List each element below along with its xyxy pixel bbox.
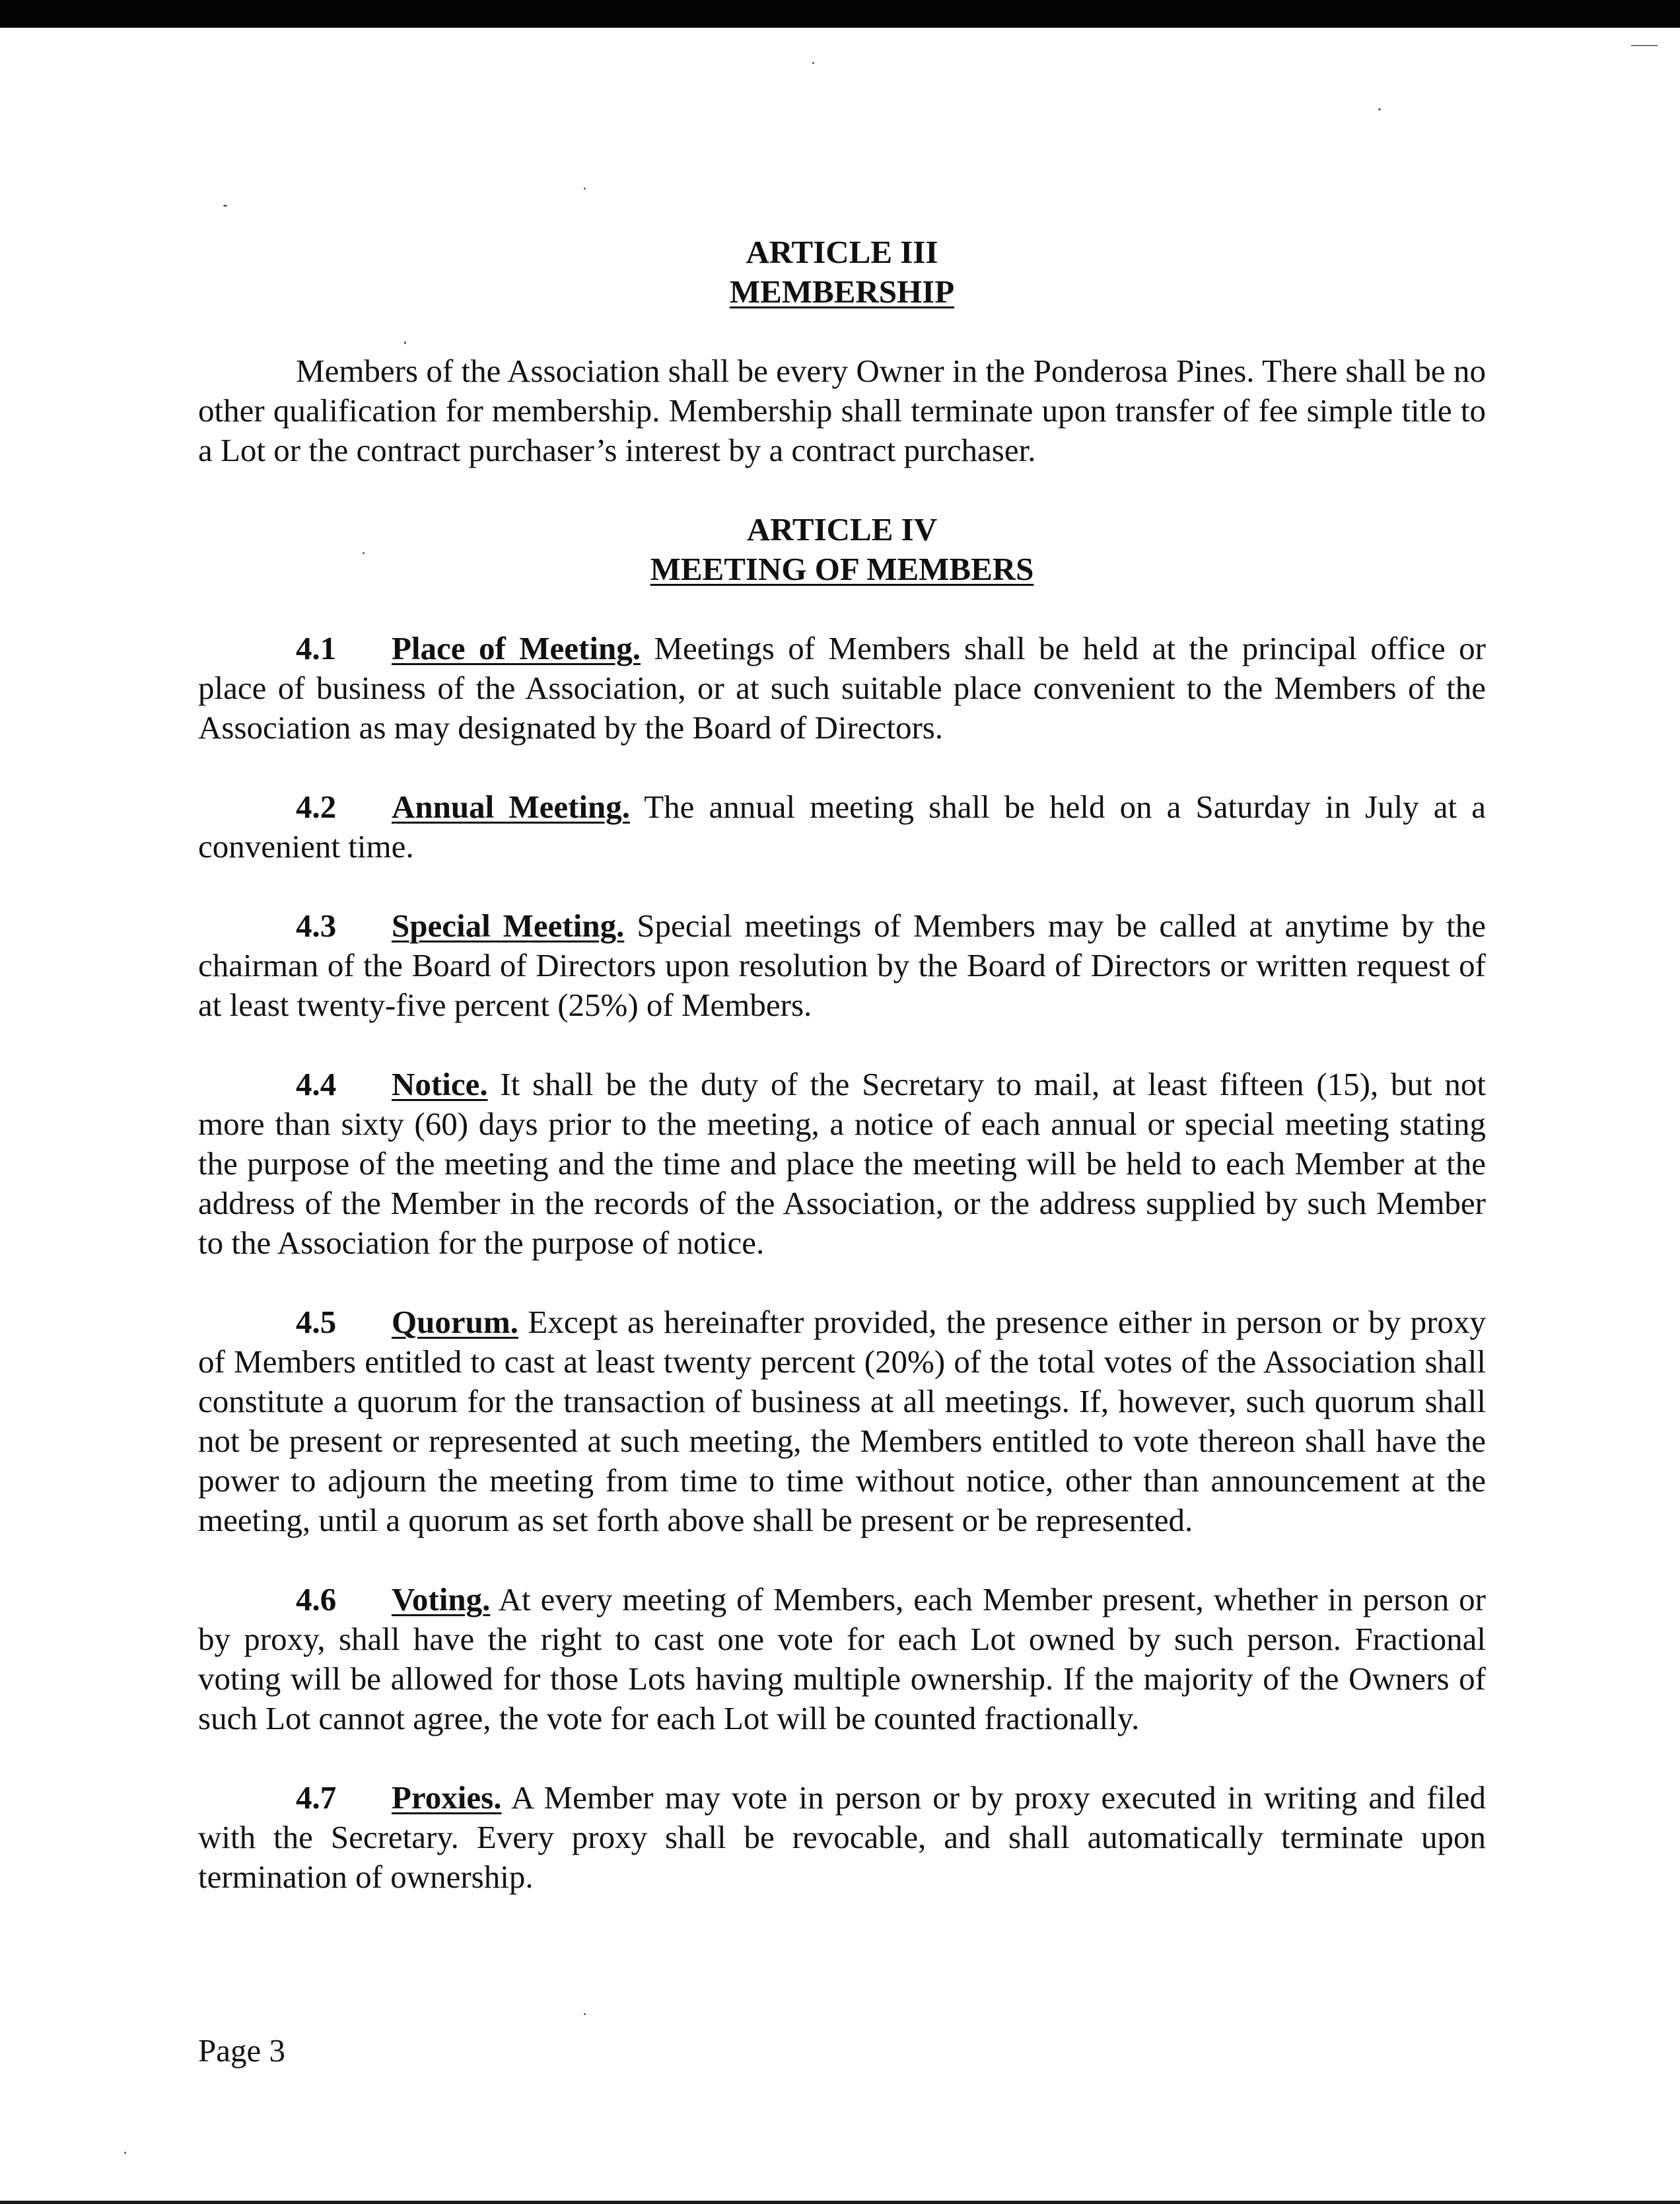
section-number: 4.7 bbox=[296, 1779, 337, 1816]
section-4-6 bbox=[198, 1580, 1486, 1738]
scan-speck bbox=[124, 2152, 126, 2154]
section-title: Special Meeting. bbox=[392, 907, 625, 944]
scan-speck bbox=[223, 205, 227, 207]
scan-speck bbox=[584, 2013, 586, 2015]
section-title: Annual Meeting. bbox=[392, 789, 631, 825]
section-title: Notice. bbox=[392, 1066, 488, 1102]
scan-speck bbox=[812, 62, 814, 64]
section-title: Place of Meeting. bbox=[392, 630, 641, 666]
section-title: Proxies. bbox=[392, 1779, 502, 1816]
article-4-subtitle: MEETING OF MEMBERS bbox=[650, 551, 1034, 587]
section-text: At every meeting of Members, each Member present, whether in person or by proxy, shall have the right to cast one vote for each Lot owned by such person. Fractional voting will be allowed for those Lots having multiple ownership. If the majority of the Owners of such Lot cannot agree, the vote for each Lot will be counted fractionally. bbox=[198, 1581, 1486, 1736]
section-text: Special meetings of Members may be called at anytime by the chairman of the Board of Directors upon resolution by the Board of Directors or written request of at least twenty-five percent (25%) of Members. bbox=[198, 907, 1487, 1023]
scan-speck bbox=[584, 188, 586, 190]
article-3-title: ARTICLE III bbox=[746, 234, 938, 270]
section-4-5 bbox=[198, 1302, 1486, 1540]
section-4-7 bbox=[198, 1778, 1486, 1897]
section-4-3 bbox=[198, 906, 1486, 1025]
article-4-heading bbox=[198, 510, 1486, 589]
section-number: 4.1 bbox=[296, 630, 337, 666]
section-number: 4.6 bbox=[296, 1581, 337, 1617]
section-text: A Member may vote in person or by proxy executed in writing and filed with the Secretary. Every proxy shall be revocable, and shall automatically terminate upon termination of ownership. bbox=[198, 1779, 1486, 1895]
section-text: It shall be the duty of the Secretary to mail, at least fifteen (15), but not more than sixty (60) days prior to the meeting, a notice of each annual or special meeting stating the purpose of the meeting and the time and place the meeting will be held to each Member at the address of the Member in the records of the Association, or the address supplied by such Member to the Association for the purpose of notice. bbox=[198, 1066, 1486, 1261]
section-text: The annual meeting shall be held on a Saturday in July at a convenient time. bbox=[198, 789, 1486, 865]
article-3-heading bbox=[198, 232, 1486, 312]
section-number: 4.4 bbox=[296, 1066, 337, 1102]
scan-speck bbox=[1631, 45, 1658, 46]
scan-speck bbox=[1378, 108, 1381, 110]
section-4-2 bbox=[198, 787, 1486, 867]
article-3-subtitle: MEMBERSHIP bbox=[729, 273, 955, 310]
section-number: 4.3 bbox=[296, 907, 337, 944]
section-title: Voting. bbox=[392, 1581, 491, 1617]
section-4-4 bbox=[198, 1065, 1486, 1263]
section-4-1 bbox=[198, 629, 1486, 748]
section-text: Meetings of Members shall be held at the principal office or place of business of the Association, or at such suitable place convenient to the Members of the Association as may designated by the Board of Directors. bbox=[198, 630, 1486, 746]
section-number: 4.2 bbox=[296, 789, 337, 825]
section-text: Except as hereinafter provided, the presence either in person or by proxy of Members entitled to cast at least twenty percent (20%) of the total votes of the Association shall constitute a quorum for the transaction of business at all meetings. If, however, such quorum shall not be present or represented at such meeting, the Members entitled to vote thereon shall have the power to adjourn the meeting from time to time without notice, other than announcement at the meeting, until a quorum as set forth above shall be present or be represented. bbox=[198, 1304, 1486, 1538]
page-number: Page 3 bbox=[198, 2032, 285, 2069]
scan-top-border bbox=[0, 0, 1680, 28]
article-3-body: Members of the Association shall be every Owner in the Ponderosa Pines. There shall be no other qualification for membership. Membership shall terminate upon transfer of fee simple title to a Lot or the contract purchaser’s interest by a contract purchaser. bbox=[198, 353, 1486, 468]
article-4-title: ARTICLE IV bbox=[746, 511, 938, 548]
scan-bottom-border bbox=[0, 2201, 1680, 2204]
section-number: 4.5 bbox=[296, 1304, 337, 1340]
section-title: Quorum. bbox=[392, 1304, 518, 1340]
document-page bbox=[198, 232, 1486, 1897]
